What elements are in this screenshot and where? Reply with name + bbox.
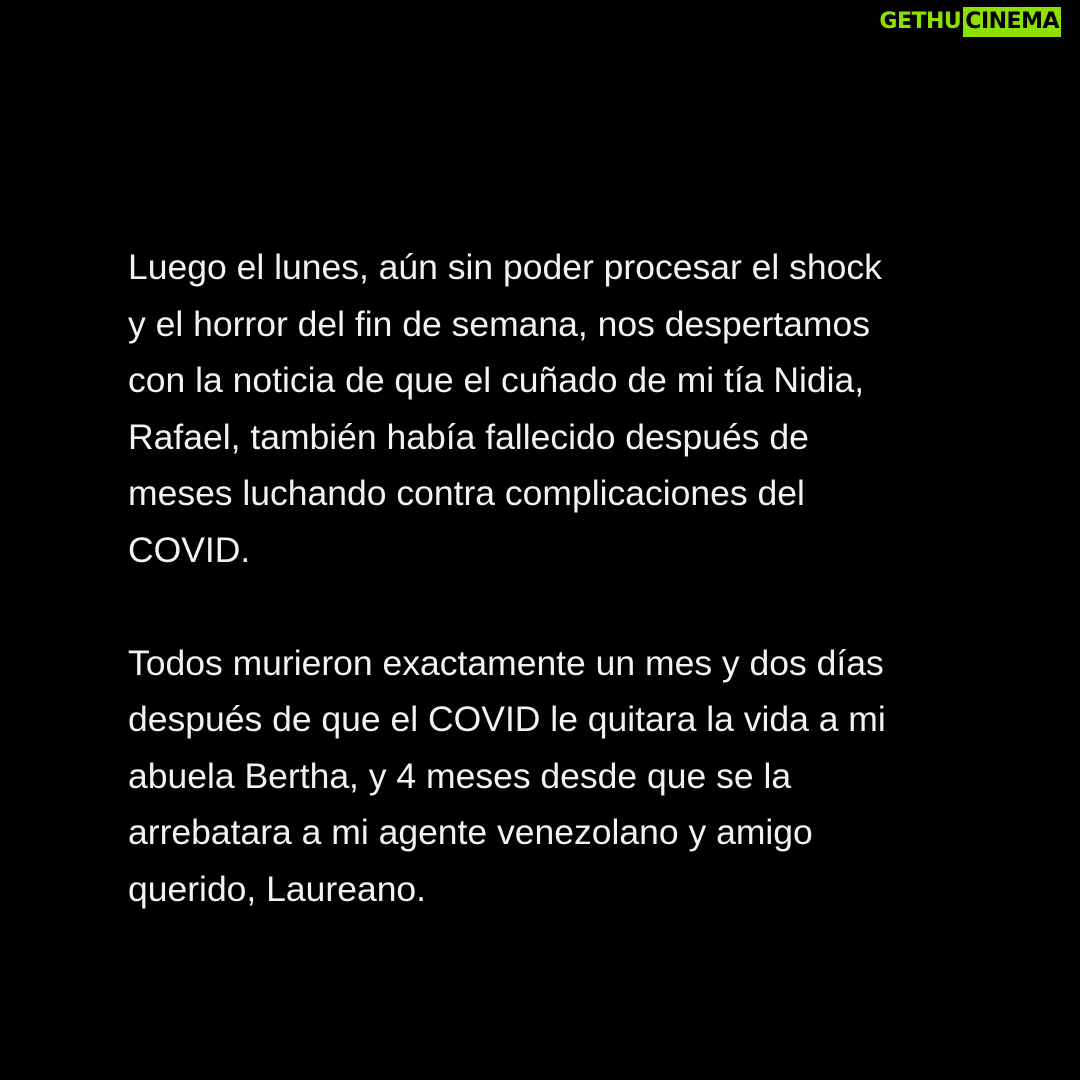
watermark-text-cinema: CINEMA xyxy=(963,7,1061,37)
paragraph-spacer xyxy=(128,578,988,635)
text-line: y el horror del fin de semana, nos despertamos xyxy=(128,303,870,344)
text-line: después de que el COVID le quitara la vida a mi xyxy=(128,699,886,739)
text-line: Luego el lunes, aún sin poder procesar el shock xyxy=(128,247,882,287)
paragraph-1 xyxy=(128,239,988,578)
text-line: con la noticia de que el cuñado de mi tía Nidia, xyxy=(128,360,865,400)
text-line: COVID. xyxy=(128,529,251,570)
channel-watermark-logo xyxy=(878,7,1062,37)
watermark-text-gethu: GETHU xyxy=(879,9,962,34)
post-text-block xyxy=(128,239,988,917)
text-line: Todos murieron exactamente un mes y dos días xyxy=(128,642,884,683)
text-line: arrebatara a mi agente venezolano y amigo xyxy=(128,812,813,852)
text-line: abuela Bertha, y 4 meses desde que se la xyxy=(128,755,792,796)
text-line: meses luchando contra complicaciones del xyxy=(128,473,805,513)
paragraph-2 xyxy=(128,635,988,918)
text-line: Rafael, también había fallecido después de xyxy=(128,416,809,457)
text-line: querido, Laureano. xyxy=(128,868,427,909)
